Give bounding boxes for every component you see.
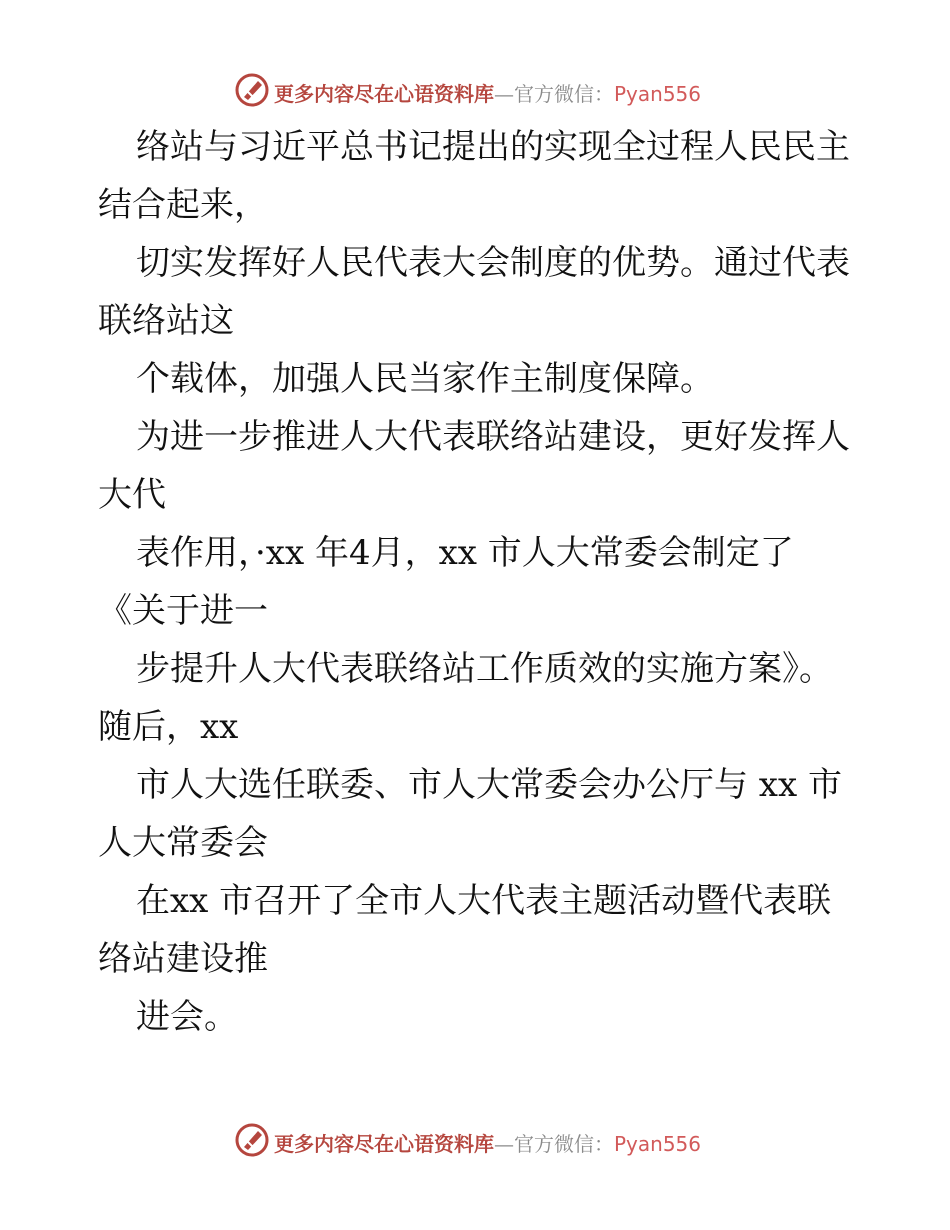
banner-wechat-label: 官方微信： (514, 1132, 614, 1156)
footer-banner (0, 1120, 950, 1160)
text-line: 联络站这 (98, 301, 234, 341)
text-line: 《关于进一 (98, 591, 268, 631)
text-line: 结合起来， (98, 185, 268, 225)
pen-seal-icon (234, 72, 270, 108)
banner-wechat-id: Pyan556 (614, 82, 702, 106)
text-line: 进会。 (136, 997, 238, 1037)
text-line: 人大常委会 (98, 823, 268, 863)
banner-title: 更多内容尽在心语资料库 (274, 1132, 494, 1156)
text-line: 随后，xx (98, 707, 239, 747)
banner-wechat-id: Pyan556 (614, 1132, 702, 1156)
text-line: 个载体，加强人民当家作主制度保障。 (136, 359, 714, 399)
header-banner (0, 70, 950, 110)
text-line: 表作用，·xx 年4月，xx 市人大常委会制定了 (136, 533, 794, 573)
text-line: 市人大选任联委、市人大常委会办公厅与 xx 市 (136, 765, 842, 805)
text-line: 大代 (98, 475, 166, 515)
pen-seal-icon (234, 1122, 270, 1158)
banner-wechat-label: 官方微信： (514, 82, 614, 106)
banner-text (274, 78, 701, 107)
banner-title: 更多内容尽在心语资料库 (274, 82, 494, 106)
text-line: 为进一步推进人大代表联络站建设，更好发挥人 (136, 417, 850, 457)
text-line: 切实发挥好人民代表大会制度的优势。通过代表 (136, 243, 850, 283)
text-line: 步提升人大代表联络站工作质效的实施方案》。 (136, 649, 833, 689)
banner-separator: — (494, 1132, 514, 1156)
text-line: 络站与习近平总书记提出的实现全过程人民民主 (136, 127, 850, 167)
banner-separator: — (494, 82, 514, 106)
text-line: 在xx 市召开了全市人大代表主题活动暨代表联 (136, 881, 832, 921)
banner-text (274, 1128, 701, 1157)
text-line: 络站建设推 (98, 939, 268, 979)
